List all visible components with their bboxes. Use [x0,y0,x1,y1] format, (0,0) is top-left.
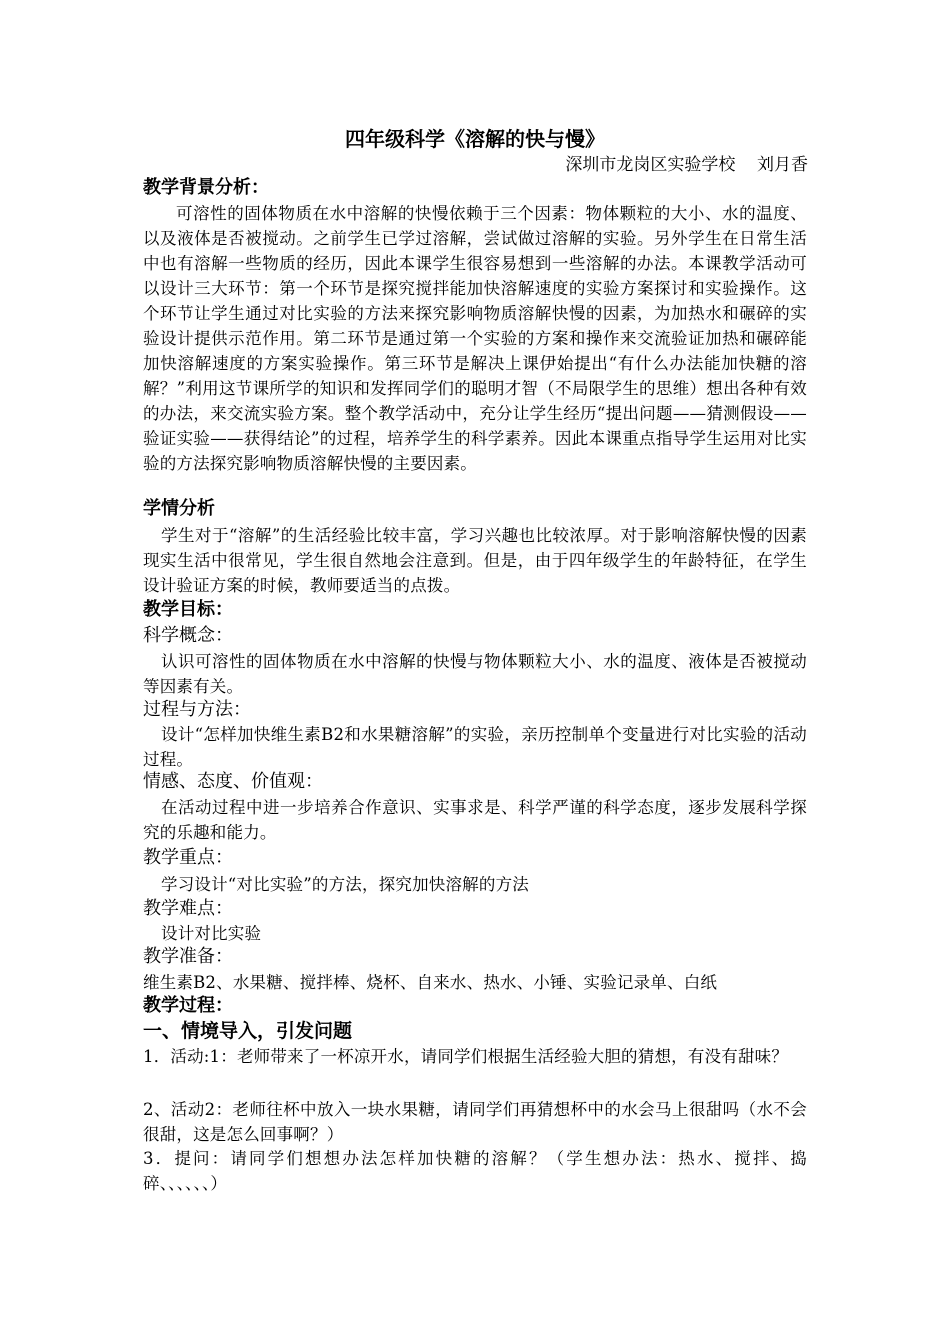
concept-text: 认识可溶性的固体物质在水中溶解的快慢与物体颗粒大小、水的温度、液体是否被搅动等因素有关。 [143,652,807,696]
document-author: 深圳市龙岗区实验学校 刘月香 [565,155,808,175]
section1-heading: 一、情境导入，引发问题 [143,1020,353,1042]
background-paragraph: 可溶性的固体物质在水中溶解的快慢依赖于三个因素：物体颗粒的大小、水的温度、以及液体是否被搅动。之前学生已学过溶解，尝试做过溶解的实验。另外学生在日常生活中也有溶解一些物质的经历，因此本课学生很容易想到一些溶解的办法。本课教学活动可以设计三大环节：第一个环节是探究搅拌能加快溶解速度的实验方案探讨和实验操作。这个环节让学生通过对比实验的方法来探究影响物质溶解快慢的因素，为加热水和碾碎的实验设计提供示范作用。第二环节是通过第一个实验的方案和操作来交流验证加热和碾碎能加快溶解速度的方案实验操作。第三环节是解决上课伊始提出“有什么办法能加快糖的溶解？”利用这节课所学的知识和发挥同学们的聪明才智（不局限学生的思维）想出各种有效的办法，来交流实验方案。整个教学活动中，充分让学生经历“提出问题——猜测假设——验证实验——获得结论”的过程，培养学生的科学素养。因此本课重点指导学生运用对比实验的方法探究影响物质溶解快慢的主要因素。 [143,204,807,473]
process-item-3: 3．提问：请同学们想想办法怎样加快糖的溶解？（学生想办法：热水、搅拌、捣碎、、、、、、） [143,1149,807,1193]
preparation-text: 维生素B2、水果糖、搅拌棒、烧杯、自来水、热水、小锤、实验记录单、白纸 [143,973,718,992]
process-method-text: 设计“怎样加快维生素B2和水果糖溶解”的实验，亲历控制单个变量进行对比实验的活动过程。 [143,725,807,769]
situation-heading: 学情分析 [143,498,215,519]
situation-paragraph: 学生对于“溶解”的生活经验比较丰富，学习兴趣也比较浓厚。对于影响溶解快慢的因素现实生活中很常见，学生很自然地会注意到。但是，由于四年级学生的年龄特征，在学生设计验证方案的时候，教师要适当的点拨。 [143,526,807,595]
process-item-1: 1．活动:1：老师带来了一杯凉开水，请同学们根据生活经验大胆的猜想，有没有甜味？ [143,1047,789,1066]
process-item-2: 2、活动2：老师往杯中放入一块水果糖，请同学们再猜想杯中的水会马上很甜吗（水不会很甜，这是怎么回事啊？） [143,1100,807,1144]
goals-heading: 教学目标： [143,599,233,620]
key-point-text: 学习设计“对比实验”的方法，探究加快溶解的方法 [161,875,529,894]
difficulty-text: 设计对比实验 [161,924,262,943]
preparation-heading: 教学准备： [143,946,233,967]
difficulty-heading: 教学难点： [143,898,233,919]
key-point-heading: 教学重点： [143,847,233,868]
concept-heading: 科学概念： [143,625,233,646]
process-heading: 教学过程： [143,995,233,1016]
background-heading: 教学背景分析： [143,177,269,198]
emotion-text: 在活动过程中进一步培养合作意识、实事求是、科学严谨的科学态度，逐步发展科学探究的乐趣和能力。 [143,798,807,842]
emotion-heading: 情感、态度、价值观： [143,771,323,792]
process-method-heading: 过程与方法： [143,699,251,720]
document-title: 四年级科学《溶解的快与慢》 [345,127,605,151]
